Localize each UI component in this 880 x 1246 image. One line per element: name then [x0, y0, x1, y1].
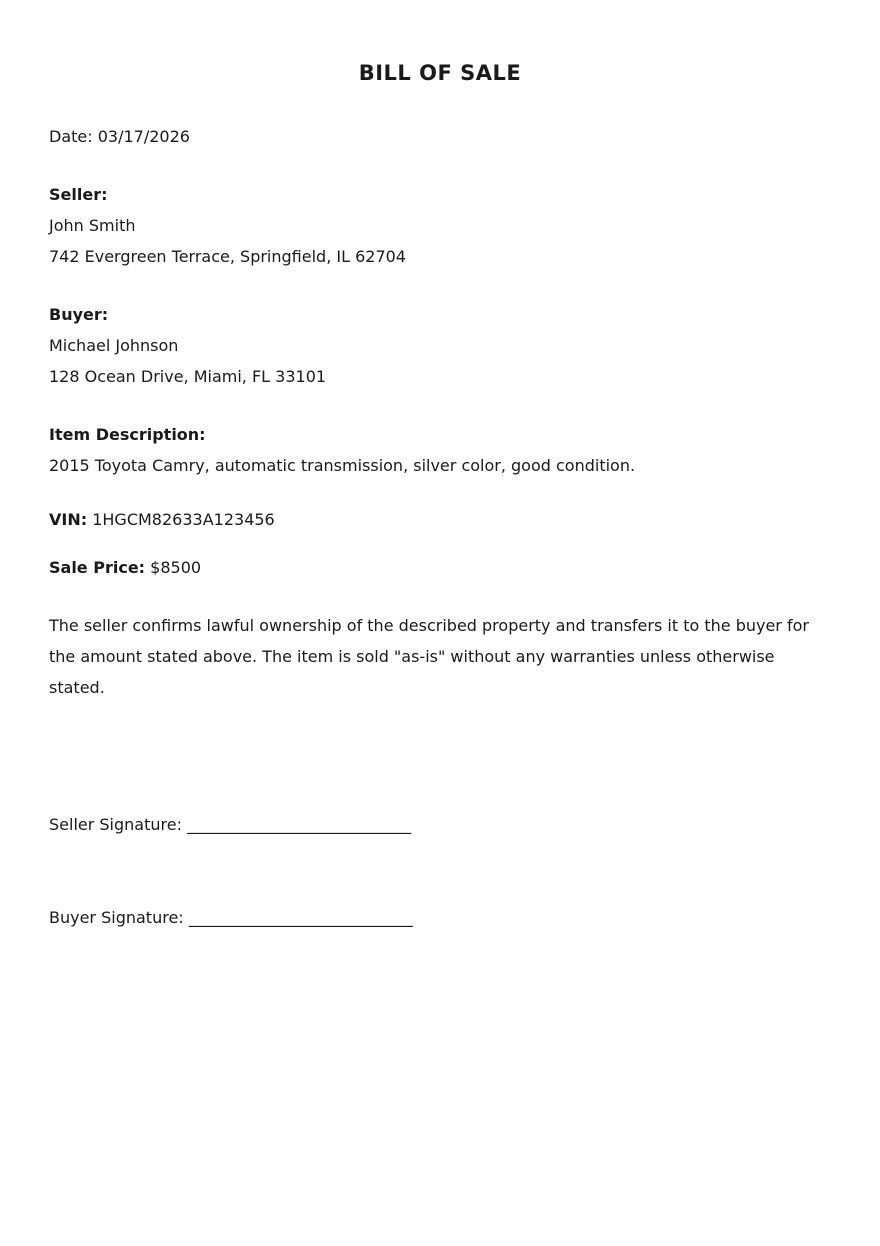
terms-paragraph: The seller confirms lawful ownership of the described property and transfers it to the buyer for the amount stated above. The item is sold "as-is" without any warranties unless otherwise stated.	[49, 616, 809, 697]
item-description-label: Item Description:	[49, 425, 206, 444]
seller-address: 742 Evergreen Terrace, Springfield, IL 62704	[49, 247, 406, 266]
seller-signature-label: Seller Signature:	[49, 815, 182, 834]
item-description-section	[49, 419, 831, 481]
vin-value: 1HGCM82633A123456	[92, 510, 275, 529]
seller-signature-line	[49, 809, 831, 840]
seller-signature-blank: ____________________________	[187, 815, 412, 834]
buyer-signature-blank: ____________________________	[188, 908, 413, 927]
buyer-signature-line	[49, 902, 831, 933]
vin-line	[49, 504, 831, 535]
date-label: Date:	[49, 127, 93, 146]
date-line	[49, 121, 831, 152]
buyer-label: Buyer:	[49, 305, 109, 324]
document-title: BILL OF SALE	[358, 61, 522, 85]
seller-label: Seller:	[49, 185, 108, 204]
sale-price-label: Sale Price:	[49, 558, 146, 577]
sale-price-value: $8500	[150, 558, 202, 577]
seller-name: John Smith	[49, 216, 136, 235]
vin-label: VIN:	[49, 510, 88, 529]
buyer-section	[49, 299, 831, 392]
buyer-address: 128 Ocean Drive, Miami, FL 33101	[49, 367, 327, 386]
sale-price-line	[49, 552, 831, 583]
buyer-signature-label: Buyer Signature:	[49, 908, 184, 927]
item-description-text: 2015 Toyota Camry, automatic transmission, silver color, good condition.	[49, 456, 636, 475]
buyer-name: Michael Johnson	[49, 336, 179, 355]
seller-section	[49, 179, 831, 272]
date-value: 03/17/2026	[97, 127, 190, 146]
